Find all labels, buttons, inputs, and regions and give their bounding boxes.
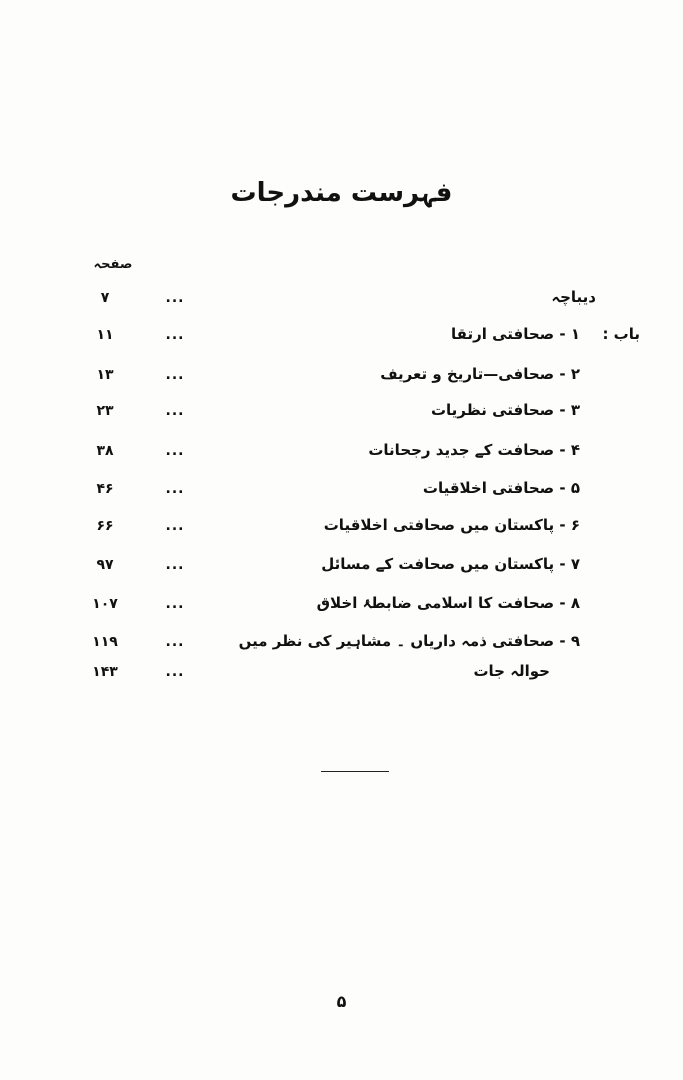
toc-page-number: ۱۱۹ [92, 634, 118, 650]
toc-page-number: ۴۶ [96, 481, 114, 497]
toc-entry-text: حوالہ جات [473, 662, 550, 680]
toc-entry-chapter-8 [60, 594, 640, 624]
toc-entry-text: ۸ - صحافت کا اسلامی ضابطۂ اخلاق [316, 594, 580, 612]
toc-page-number: ۱۳ [96, 367, 114, 383]
toc-entry-chapter-7 [60, 555, 640, 585]
toc-page-number: ۳۸ [96, 443, 114, 459]
toc-leader: ... [165, 557, 185, 573]
toc-entry-preface [60, 288, 640, 318]
toc-entry-text: دیباچہ [551, 288, 596, 306]
toc-entry-text: ۹ - صحافتی ذمہ داریاں ۔ مشاہیر کی نظر میں [238, 632, 580, 650]
toc-entry-chapter-6 [60, 516, 640, 546]
toc-entry-chapter-1 [60, 325, 640, 355]
toc-entry-text: ۶ - پاکستان میں صحافتی اخلاقیات [323, 516, 580, 534]
toc-entry-chapter-2 [60, 365, 640, 395]
toc-entry-chapter-4 [60, 441, 640, 471]
toc-entry-text: ۱ - صحافتی ارتقا [451, 325, 580, 343]
toc-entry-chapter-3 [60, 401, 640, 431]
toc-page-number: ۲۳ [96, 403, 114, 419]
page-title: فہرست مندرجات [230, 178, 453, 208]
toc-leader: ... [165, 290, 185, 306]
toc-leader: ... [165, 403, 185, 419]
toc-page-number: ۷ [100, 290, 110, 306]
toc-entry-text: ۴ - صحافت کے جدید رجحانات [368, 441, 580, 459]
chapter-prefix: باب : [602, 325, 640, 343]
toc-page-number: ۱۰۷ [92, 596, 118, 612]
toc-page-number: ۱۴۳ [92, 664, 118, 680]
toc-entry-text: ۲ - صحافی—تاریخ و تعریف [380, 365, 580, 383]
toc-leader: ... [165, 518, 185, 534]
toc-entry-chapter-9 [60, 632, 640, 662]
toc-entry-text: ۵ - صحافتی اخلاقیات [422, 479, 580, 497]
toc-entry-text: ۷ - پاکستان میں صحافت کے مسائل [321, 555, 580, 573]
toc-leader: ... [165, 481, 185, 497]
toc-leader: ... [165, 596, 185, 612]
toc-page-number: ۱۱ [96, 327, 114, 343]
toc-leader: ... [165, 327, 185, 343]
toc-leader: ... [165, 634, 185, 650]
footer-page-number: ۵ [336, 992, 347, 1011]
toc-leader: ... [165, 664, 185, 680]
toc-entry-text: ۳ - صحافتی نظریات [430, 401, 580, 419]
toc-entry-references [60, 662, 640, 692]
section-divider [321, 771, 389, 772]
toc-page-number: ۹۷ [96, 557, 114, 573]
toc-entry-chapter-5 [60, 479, 640, 509]
toc-leader: ... [165, 367, 185, 383]
page-column-label: صفحہ [93, 257, 133, 272]
toc-leader: ... [165, 443, 185, 459]
toc-page-number: ۶۶ [96, 518, 114, 534]
